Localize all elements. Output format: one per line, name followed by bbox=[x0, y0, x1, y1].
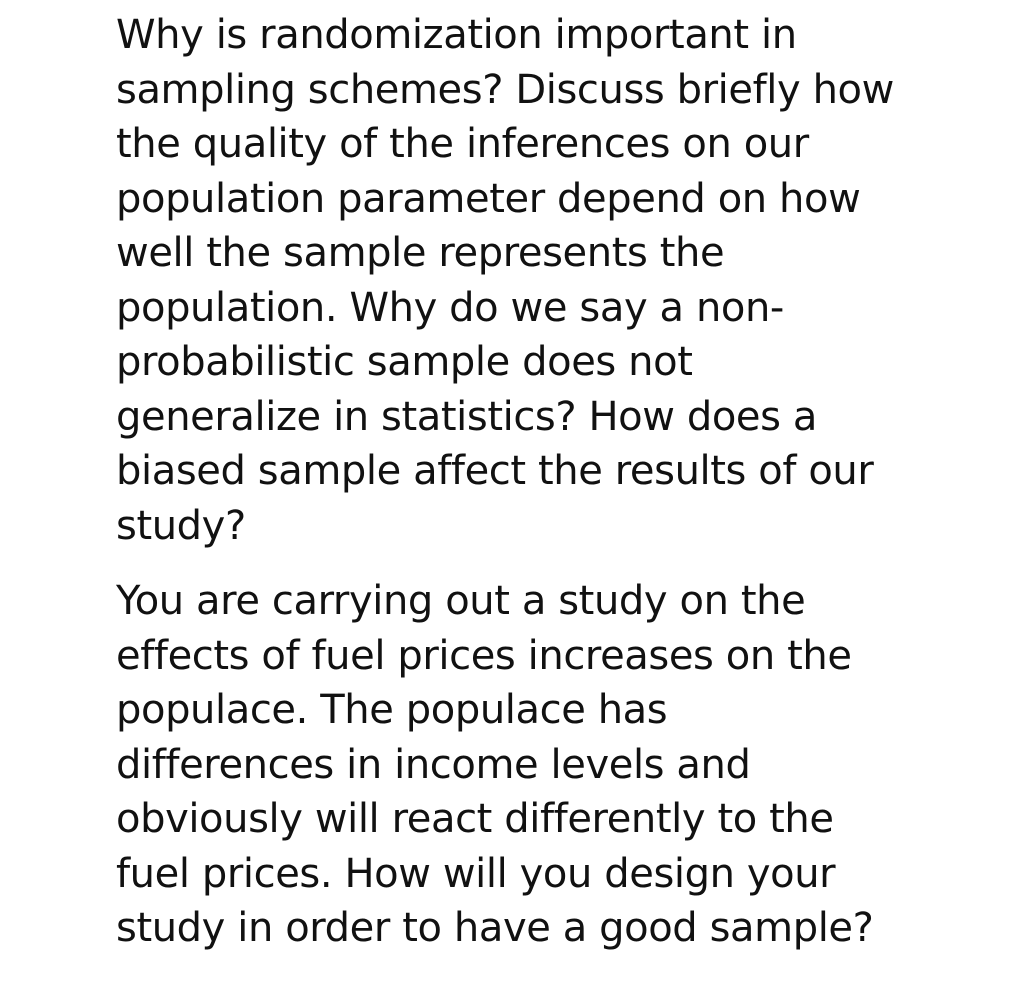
text-line: study in order to have a good sample? bbox=[116, 905, 874, 951]
text-line: populace. The populace has bbox=[116, 687, 668, 733]
text-line: study? bbox=[116, 502, 246, 549]
text-line: differences in income levels and bbox=[116, 741, 751, 788]
text-line: You are carrying out a study on the bbox=[116, 578, 806, 624]
text-line: effects of fuel prices increases on the bbox=[116, 632, 852, 679]
text-line: probabilistic sample does not bbox=[116, 339, 693, 385]
document-body bbox=[116, 8, 986, 956]
text-line: obviously will react differently to the bbox=[116, 796, 834, 842]
question-paragraph-2 bbox=[116, 574, 986, 956]
text-line: sampling schemes? Discuss briefly how bbox=[116, 66, 894, 113]
text-line: Why is randomization important in bbox=[116, 12, 797, 58]
text-line: population parameter depend on how bbox=[116, 175, 861, 222]
text-line: generalize in statistics? How does a bbox=[116, 393, 818, 440]
text-line: population. Why do we say a non- bbox=[116, 284, 784, 331]
text-line: the quality of the inferences on our bbox=[116, 121, 809, 167]
question-paragraph-1 bbox=[116, 8, 986, 553]
text-line: fuel prices. How will you design your bbox=[116, 850, 836, 897]
text-line: biased sample affect the results of our bbox=[116, 448, 874, 494]
text-line: well the sample represents the bbox=[116, 230, 725, 276]
